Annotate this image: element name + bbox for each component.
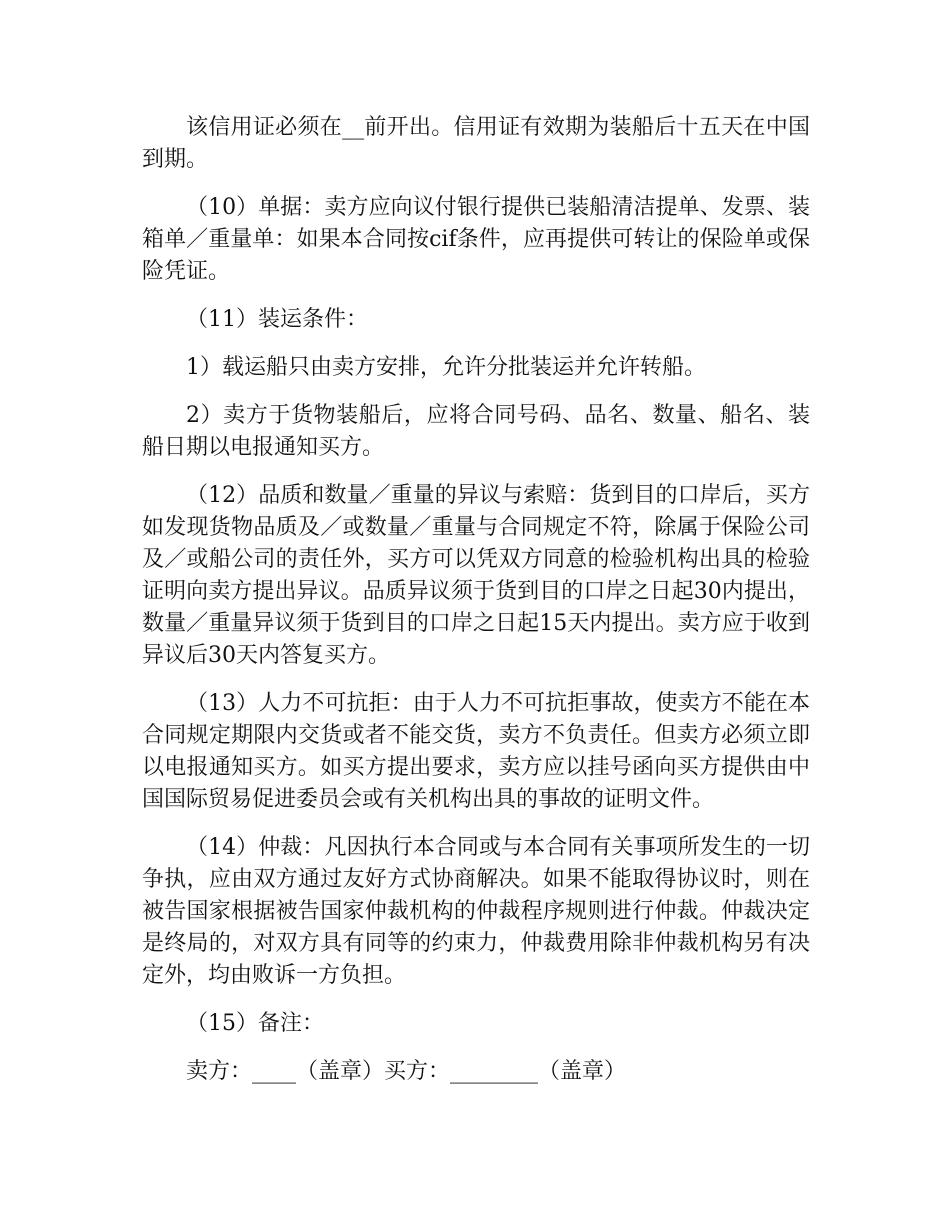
signature-line: 卖方：____（盖章）买方：________（盖章） xyxy=(186,1059,627,1084)
contract-body xyxy=(142,112,810,1104)
paragraph-shipment-heading: （11）装运条件： xyxy=(186,307,368,332)
paragraph-force-majeure: （13）人力不可抗拒：由于人力不可抗拒事故，使卖方不能在本合同规定期限内交货或者不能交货，卖方不负责任。但卖方必须立即以电报通知买方。如买方提出要求，卖方应以挂号函向买方提供由中国国际贸易促进委员会或有关机构出具的事故的证明文件。 xyxy=(142,691,810,812)
paragraph-claims: （12）品质和数量／重量的异议与索赔：货到目的口岸后，买方如发现货物品质及／或数量／重量与合同规定不符，除属于保险公司及／或船公司的责任外，买方可以凭双方同意的检验机构出具的检验证明向卖方提出异议。品质异议须于货到目的口岸之日起30内提出，数量／重量异议须于货到目的口岸之日起15天内提出。卖方应于收到异议后30天内答复买方。 xyxy=(142,483,810,668)
paragraph-lc-validity: 该信用证必须在__前开出。信用证有效期为装船后十五天在中国到期。 xyxy=(142,115,810,172)
paragraph-arbitration: （14）仲裁：凡因执行本合同或与本合同有关事项所发生的一切争执，应由双方通过友好方式协商解决。如果不能取得协议时，则在被告国家根据被告国家仲裁机构的仲裁程序规则进行仲裁。仲裁决定是终局的，对双方具有同等的约束力，仲裁费用除非仲裁机构另有决定外，均由败诉一方负担。 xyxy=(142,835,810,988)
paragraph-documents: （10）单据：卖方应向议付银行提供已装船清洁提单、发票、装箱单／重量单：如果本合同按cif条件，应再提供可转让的保险单或保险凭证。 xyxy=(142,195,810,284)
paragraph-remarks: （15）备注： xyxy=(186,1011,324,1036)
paragraph-shipment-item-2: 2）卖方于货物装船后，应将合同号码、品名、数量、船名、装船日期以电报通知买方。 xyxy=(142,403,810,460)
paragraph-shipment-item-1: 1）载运船只由卖方安排，允许分批装运并允许转船。 xyxy=(186,355,706,380)
